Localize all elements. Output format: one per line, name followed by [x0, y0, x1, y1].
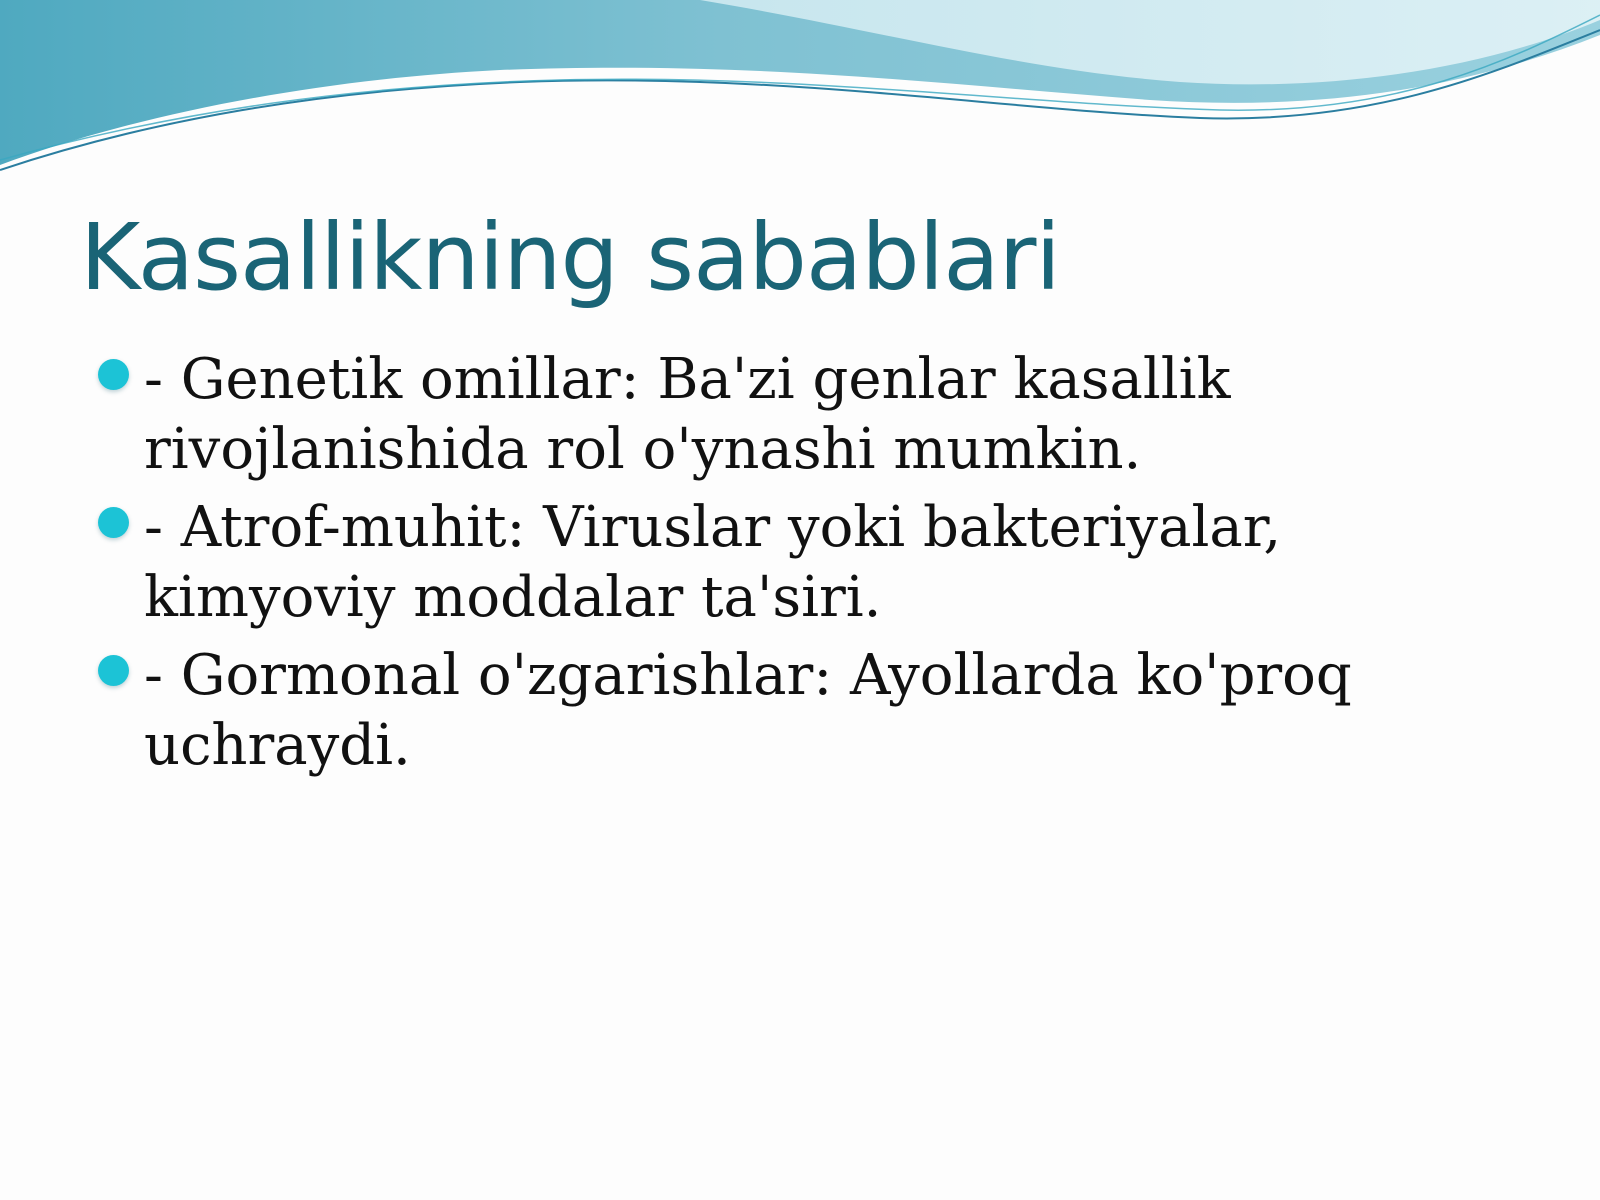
- bullet-list: [98, 345, 1388, 789]
- bullet-item: [98, 345, 1388, 485]
- bullet-item: [98, 493, 1388, 633]
- circle-bullet-icon: [98, 655, 129, 686]
- circle-bullet-icon: [98, 507, 129, 538]
- header-wave-decoration: [0, 0, 1600, 200]
- circle-bullet-icon: [98, 359, 129, 390]
- bullet-text: - Gormonal o'zgarishlar: Ayollarda ko'proq uchraydi.: [144, 643, 1352, 778]
- slide-title: Kasallikning sabablari: [80, 204, 1060, 311]
- bullet-text: - Genetik omillar: Ba'zi genlar kasallik rivojlanishida rol o'ynashi mumkin.: [144, 347, 1231, 482]
- bullet-text: - Atrof-muhit: Viruslar yoki bakteriyalar, kimyoviy moddalar ta'siri.: [144, 495, 1282, 630]
- bullet-item: [98, 641, 1388, 781]
